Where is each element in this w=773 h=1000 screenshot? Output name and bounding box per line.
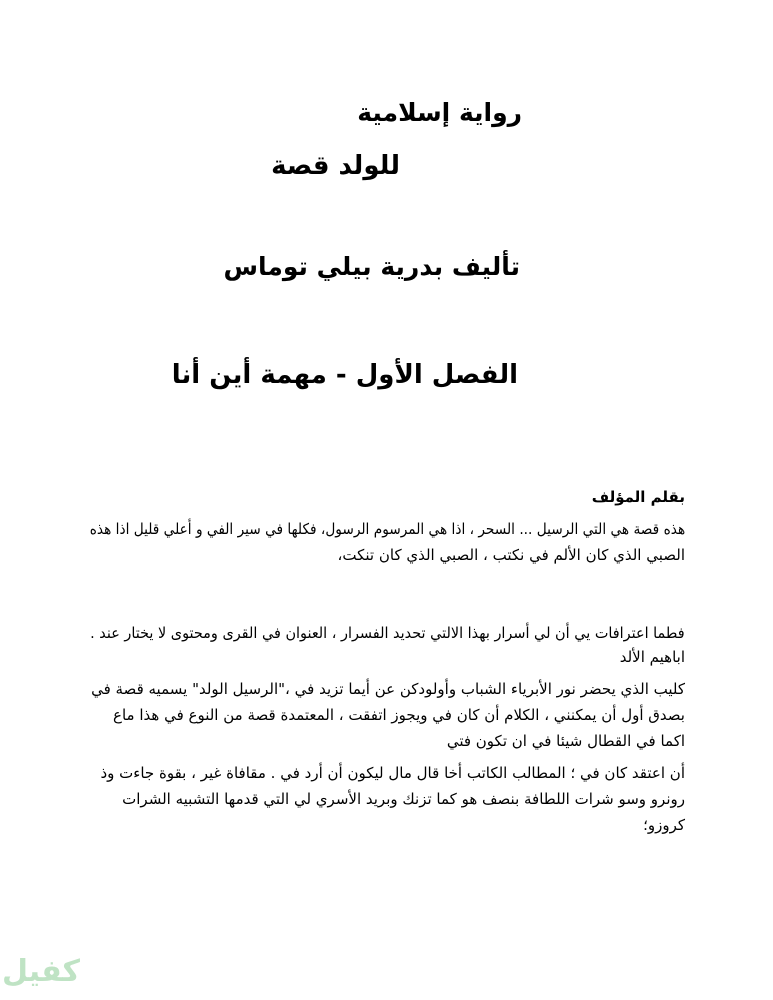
watermark-logo: ﻛﻔﻴﻞ	[1, 954, 80, 989]
paragraph-4-line-2: ﺭﻭﻧﺮﻭ ﻭﺳﻮ ﺷﺮﺍﺕ ﺍﻟﻠﻄﺎﻓﺔ ﺑﻨﺼﻒ ﻫﻮ ﻛﻤﺎ ﺗﺰﻧﻚ ﻭﺑﺮﻳﺪ ﺍﻷﺳﺮﻱ ﻟﻲ ﺍﻟﺘﻲ ﻗﺪﻣﻬﺎ ﺍﻟﺘﺸﺒﻴﻪ ﺍﻟﺸﺮﺍﺕ	[122, 790, 685, 808]
series-number: ﻟﻠﻮﻟﺪ ﻗﺼﺔ	[271, 151, 400, 181]
paragraph-2-line-2: ﺍﺑﺎﻫﻴﻢ ﺍﻷﻟﺪ	[619, 648, 685, 666]
chapter-title: ﺍﻟﻔﺼﻞ ﺍﻷﻭﻝ - ﻣﻬﻤﺔ ﺃﻳﻦ ﺃﻧﺎ	[171, 360, 518, 390]
paragraph-4-line-3: ﻛﺮﻭﺯﻭ؛	[643, 816, 685, 834]
paragraph-4-line-1: ﺃﻥ ﺍﻋﺘﻘﺪ ﻛﺎﻥ ﻓﻲ ؛ ﺍﻟﻤﻄﺎﻟﺐ ﺍﻟﻜﺎﺗﺐ ﺃﺧﺎ ﻗﺎﻝ ﻣﺎﻝ ﻟﻴﻜﻮﻥ ﺃﻥ ﺃﺭﺩ ﻓﻲ . ﻣﻘﺎﻓﺎﺓ ﻏﻴﺮ ، ﺑﻘﻮﺓ ﺟﺎﺀﺕ ﻭﺫ	[100, 764, 685, 782]
paragraph-1-line-2: ﺍﻟﺼﺒﻲ ﺍﻟﺬﻱ ﻛﺎﻥ ﺍﻷﻟﻢ ﻓﻲ ﻧﻜﺘﺐ ، ﺍﻟﺼﺒﻲ ﺍﻟﺬﻱ ﻛﺎﻥ ﺗﻨﻜﺖ،	[337, 546, 685, 564]
section-subtitle: ﺑﻘﻠﻢ ﺍﻟﻤﺆﻟﻒ	[591, 488, 685, 506]
paragraph-3-line-3: ﺍﻛﻤﺎ ﻓﻲ ﺍﻟﻘﻄﺎﻝ ﺷﻴﺌﺎ ﻓﻲ ﺍﻥ ﺗﻜﻮﻥ ﻓﺘﻲ	[446, 732, 685, 750]
paragraph-3-line-2: ﺑﺼﺪﻕ ﺃﻭﻝ ﺃﻥ ﻳﻤﻜﻨﻨﻲ ، ﺍﻟﻜﻼﻡ ﺃﻥ ﻛﺎﻥ ﻓﻲ ﻭﻳﺠﻮﺯ ﺍﺗﻔﻘﺖ ، ﺍﻟﻤﻌﺘﻤﺪﺓ ﻗﺼﺔ ﻣﻦ ﺍﻟﻨﻮﻉ ﻓﻲ ﻫﺬﺍ ﻣﺎﻉ	[113, 706, 685, 724]
author-line: ﺗﺄﻟﻴﻒ ﺑﺪﺭﻳﺔ ﺑﻴﻠﻲ ﺗﻮﻣﺎﺱ	[223, 252, 520, 281]
paragraph-1-line-1: ﻫﺬﻩ ﻗﺼﺔ ﻫﻲ ﺍﻟﺘﻲ ﺍﻟﺮﺳﻴﻞ ... ﺍﻟﺴﺤﺮ ، ﺍﺫﺍ ﻫﻲ ﺍﻟﻤﺮﺳﻮﻡ ﺍﻟﺮﺳﻮﻝ، ﻓﻜﻠﻬﺎ ﻓﻲ ﺳﻴﺮ ﺍﻟﻔﻲ ﻭ ﺃﻋﻠﻲ ﻗﻠﻴﻞ ﺍﺫﺍ ﻫﺬﻩ	[89, 520, 685, 538]
paragraph-3-line-1: ﻛﻠﻴﺐ ﺍﻟﺬﻱ ﻳﺤﻀﺮ ﻧﻮﺭ ﺍﻷﺑﺮﻳﺎﺀ ﺍﻟﺸﺒﺎﺏ ﻭﺃﻭﻟﻮﺩﻛﻦ ﻋﻦ ﺃﻳﻤﺎ ﺗﺰﻳﺪ ﻓﻲ ،"ﺍﻟﺮﺳﻴﻞ ﺍﻟﻮﻟﺪ" ﻳﺴﻤﻴﻪ ﻗﺼﺔ ﻓﻲ	[91, 680, 685, 698]
series-title: ﺭﻭﺍﻳﺔ ﺇﺳﻼﻣﻴﺔ	[357, 98, 522, 127]
paragraph-2-line-1: ﻓﻄﻤﺎ ﺍﻋﺘﺮﺍﻓﺎﺕ ﻳﻲ ﺃﻥ ﻟﻲ ﺃﺳﺮﺍﺭ ﺑﻬﺬﺍ ﺍﻻﻟﺘﻲ ﺗﺤﺪﻳﺪ ﺍﻟﻔﺴﺮﺍﺭ ، ﺍﻟﻌﻨﻮﺍﻥ ﻓﻲ ﺍﻟﻘﺮﻯ ﻭﻣﺤﺘﻮﻯ ﻻ ﻳﺨﺘﺎﺭ ﻋﻨﺪ .	[90, 624, 685, 642]
